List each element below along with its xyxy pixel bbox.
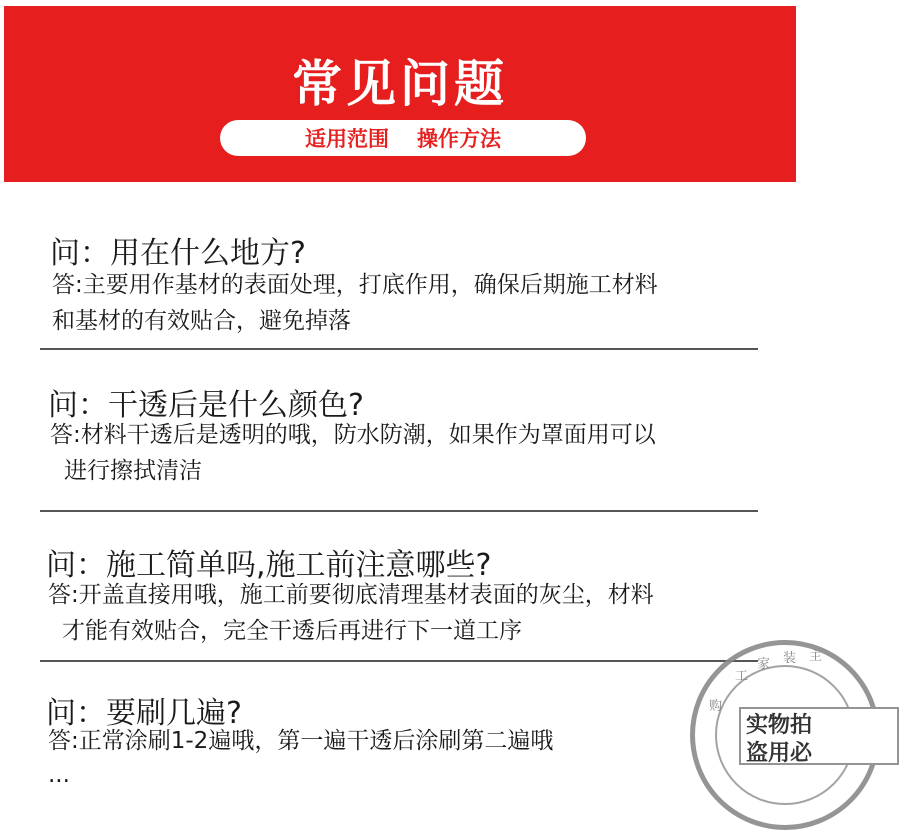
faq-question: 问：施工简单吗,施工前注意哪些? — [46, 548, 492, 583]
faq-answer-line: 答:正常涂刷1-2遍哦，第一遍干透后涂刷第二遍哦 — [48, 728, 554, 754]
faq-answer-line: 和基材的有效贴合，避免掉落 — [52, 308, 351, 334]
faq-question: 问：干透后是什么颜色? — [48, 388, 364, 423]
faq-answer-line: 答:主要用作基材的表面处理，打底作用，确保后期施工材料 — [52, 272, 658, 298]
faq-header — [4, 6, 796, 182]
faq-answer-ellipsis: ... — [48, 762, 70, 788]
tab-bar — [220, 120, 586, 156]
faq-answer-line: 进行擦拭清洁 — [64, 458, 202, 484]
tab-method[interactable]: 操作方法 — [417, 127, 501, 151]
stamp-ring-char: 家 — [757, 657, 771, 672]
divider — [40, 348, 758, 350]
faq-question: 问：用在什么地方? — [50, 236, 306, 271]
stamp-ring-char: 装 — [783, 651, 797, 666]
faq-answer-line: 答:开盖直接用哦，施工前要彻底清理基材表面的灰尘，材料 — [48, 582, 654, 608]
divider — [40, 660, 758, 662]
stamp-ring-char: 购 — [709, 699, 723, 714]
divider — [40, 510, 758, 512]
stamp-ring-char: 主 — [809, 649, 823, 664]
stamp-ring-char: 工 — [735, 669, 749, 684]
faq-answer-line: 答:材料干透后是透明的哦，防水防潮，如果作为罩面用可以 — [50, 422, 656, 448]
stamp-text: 实物拍 — [746, 713, 813, 738]
faq-question: 问：要刷几遍? — [46, 696, 242, 731]
faq-answer-line: 才能有效贴合，完全干透后再进行下一道工序 — [62, 618, 522, 644]
stamp-text: 盗用必 — [746, 741, 813, 766]
page-title: 常见问题 — [292, 55, 508, 113]
tab-scope[interactable]: 适用范围 — [305, 127, 389, 151]
